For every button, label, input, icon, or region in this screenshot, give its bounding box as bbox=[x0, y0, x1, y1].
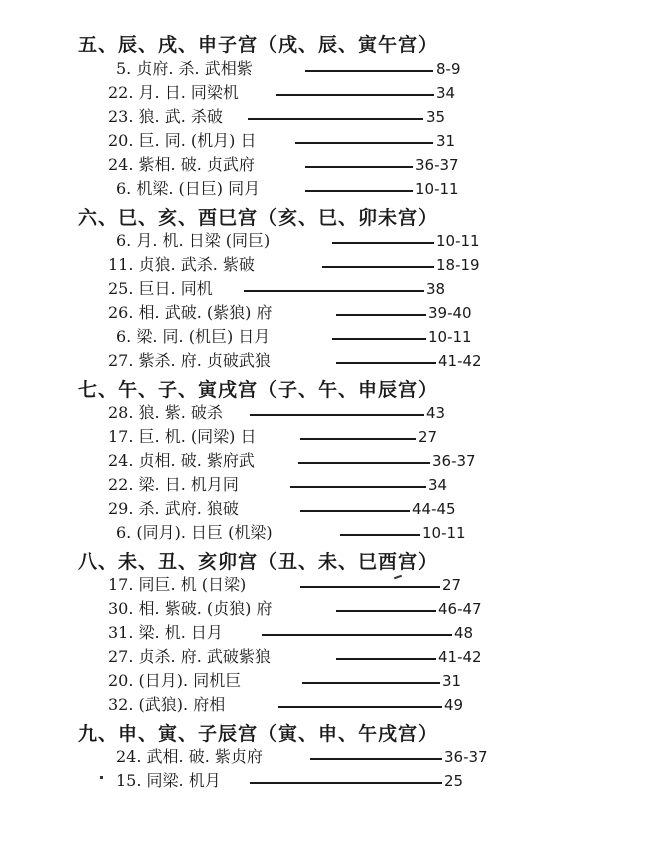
entry-page: 39-40 bbox=[428, 304, 472, 322]
entry-label: 24. 紫相. 破. 贞武府 bbox=[108, 155, 255, 174]
entry-page: 31 bbox=[442, 672, 462, 690]
leader-line bbox=[322, 266, 434, 268]
leader-line bbox=[305, 190, 413, 192]
leader-line bbox=[250, 414, 424, 416]
entry-page: 41-42 bbox=[438, 352, 482, 370]
entry-page: 18-19 bbox=[436, 256, 480, 274]
entry-label: 6. (同月). 日巨 (机梁) bbox=[116, 523, 273, 542]
leader-line bbox=[302, 682, 440, 684]
entry-label: 22. 月. 日. 同梁机 bbox=[108, 83, 239, 102]
entry-label: 26. 相. 武破. (紫狼) 府 bbox=[108, 303, 273, 322]
entry-page: 8-9 bbox=[436, 60, 461, 78]
leader-line bbox=[336, 610, 436, 612]
entry-label: 6. 梁. 同. (机巨) 日月 bbox=[116, 327, 271, 346]
leader-line bbox=[336, 658, 436, 660]
entry-label: 22. 梁. 日. 机月同 bbox=[108, 475, 239, 494]
leader-line bbox=[336, 362, 436, 364]
entry-page: 36-37 bbox=[444, 748, 488, 766]
entry-label: 6. 月. 机. 日梁 (同巨) bbox=[116, 231, 271, 250]
leader-line bbox=[305, 166, 413, 168]
entry-label: 29. 杀. 武府. 狼破 bbox=[108, 499, 239, 518]
entry-page: 25 bbox=[444, 772, 464, 790]
section-title-9: 九、申、寅、子辰宫（寅、申、午戌宫） bbox=[78, 723, 439, 745]
leader-line bbox=[340, 534, 420, 536]
leader-line bbox=[250, 782, 442, 784]
entry-page: 36-37 bbox=[415, 156, 459, 174]
leader-line bbox=[310, 758, 442, 760]
entry-page: 44-45 bbox=[412, 500, 456, 518]
entry-page: 43 bbox=[426, 404, 446, 422]
leader-line bbox=[336, 314, 426, 316]
entry-label: 11. 贞狼. 武杀. 紫破 bbox=[108, 255, 255, 274]
entry-label: 15. 同梁. 机月 bbox=[116, 771, 221, 790]
entry-label: 5. 贞府. 杀. 武相紫 bbox=[116, 59, 253, 78]
entry-label: 31. 梁. 机. 日月 bbox=[108, 623, 223, 642]
entry-page: 48 bbox=[454, 624, 474, 642]
entry-label: 6. 机梁. (日巨) 同月 bbox=[116, 179, 261, 198]
entry-label: 27. 紫杀. 府. 贞破武狼 bbox=[108, 351, 271, 370]
entry-label: 25. 巨日. 同机 bbox=[108, 279, 213, 298]
leader-line bbox=[300, 510, 410, 512]
entry-label: 20. (日月). 同机巨 bbox=[108, 671, 242, 690]
entry-page: 35 bbox=[426, 108, 446, 126]
section-title-6: 六、巳、亥、酉巳宫（亥、巳、卯未宫） bbox=[78, 207, 439, 229]
entry-page: 10-11 bbox=[436, 232, 480, 250]
entry-label: 30. 相. 紫破. (贞狼) 府 bbox=[108, 599, 273, 618]
entry-page: 10-11 bbox=[415, 180, 459, 198]
leader-line bbox=[276, 94, 434, 96]
entry-page: 46-47 bbox=[438, 600, 482, 618]
entry-label: 32. (武狼). 府相 bbox=[108, 695, 226, 714]
section-title-5: 五、辰、戌、申子宫（戌、辰、寅午宫） bbox=[78, 34, 439, 56]
entry-page: 34 bbox=[428, 476, 448, 494]
entry-page: 10-11 bbox=[428, 328, 472, 346]
leader-line bbox=[262, 634, 452, 636]
leader-line bbox=[278, 706, 442, 708]
scan-speck bbox=[394, 575, 402, 580]
leader-line bbox=[332, 338, 426, 340]
leader-line bbox=[295, 142, 433, 144]
entry-label: 28. 狼. 紫. 破杀 bbox=[108, 403, 223, 422]
entry-page: 34 bbox=[436, 84, 456, 102]
entry-label: 17. 巨. 机. (同梁) 日 bbox=[108, 427, 257, 446]
entry-label: 23. 狼. 武. 杀破 bbox=[108, 107, 223, 126]
entry-page: 27 bbox=[418, 428, 438, 446]
entry-label: 24. 贞相. 破. 紫府武 bbox=[108, 451, 255, 470]
leader-line bbox=[244, 290, 424, 292]
entry-page: 38 bbox=[426, 280, 446, 298]
entry-label: 17. 同巨. 机 (日梁) bbox=[108, 575, 247, 594]
section-title-7: 七、午、子、寅戌宫（子、午、申辰宫） bbox=[78, 379, 439, 401]
leader-line bbox=[305, 70, 433, 72]
leader-line bbox=[248, 118, 423, 120]
entry-label: 27. 贞杀. 府. 武破紫狼 bbox=[108, 647, 271, 666]
leader-line bbox=[290, 486, 426, 488]
entry-page: 27 bbox=[442, 576, 462, 594]
section-title-8: 八、未、丑、亥卯宫（丑、未、巳酉宫） bbox=[78, 551, 439, 573]
entry-page: 41-42 bbox=[438, 648, 482, 666]
entry-page: 49 bbox=[444, 696, 464, 714]
leader-line bbox=[298, 462, 430, 464]
entry-label: 20. 巨. 同. (机月) 日 bbox=[108, 131, 257, 150]
entry-page: 36-37 bbox=[432, 452, 476, 470]
scan-speck bbox=[100, 776, 103, 779]
entry-page: 10-11 bbox=[422, 524, 466, 542]
leader-line bbox=[300, 438, 416, 440]
leader-line bbox=[300, 586, 440, 588]
entry-label: 24. 武相. 破. 紫贞府 bbox=[116, 747, 263, 766]
entry-page: 31 bbox=[436, 132, 456, 150]
leader-line bbox=[332, 242, 434, 244]
